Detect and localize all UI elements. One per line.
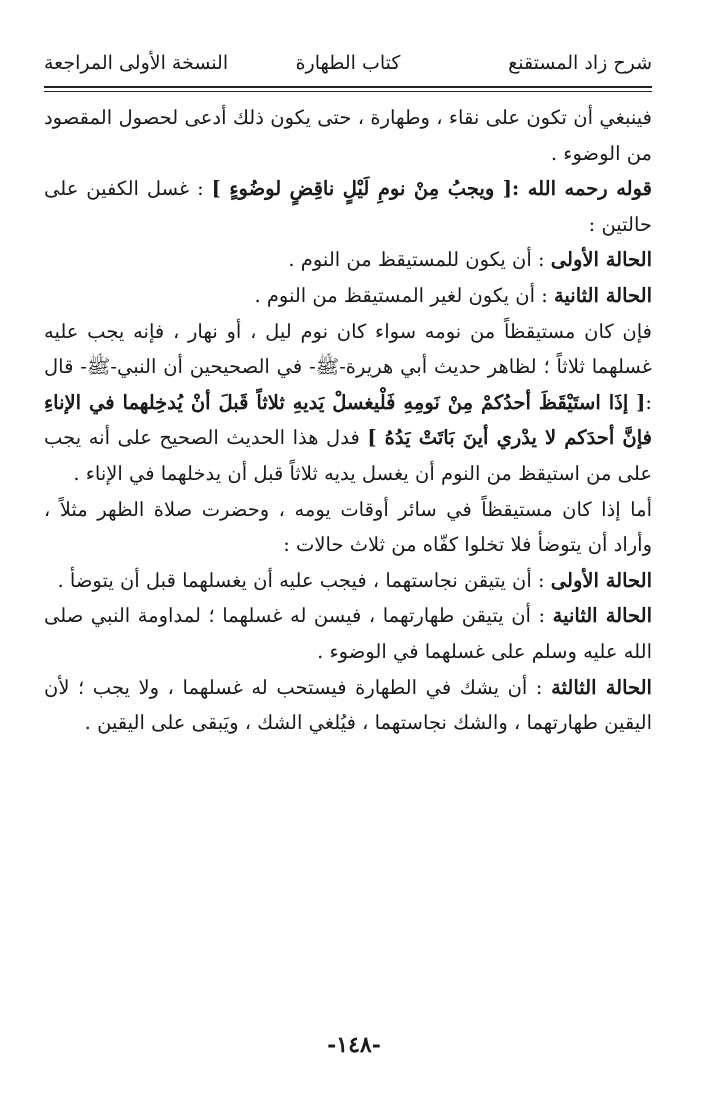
- paragraph-1: فينبغي أن تكون على نقاء ، وطهارة ، حتى يكون ذلك أدعى لحصول المقصود من الوضوء .: [44, 106, 652, 165]
- edition-label: النسخة الأولى المراجعة: [44, 52, 229, 74]
- quoted-matn: قوله رحمه الله :[ ويجبُ مِنْ نومِ لَيْلٍ ناقِضٍ لوضُوءٍ ]: [211, 177, 652, 201]
- chapter-title: كتاب الطهارة: [295, 52, 401, 74]
- hadith-quote: [ إذَا استَيْقَظَ أحدُكمْ مِنْ نَومِهِ فَلْيغسلْ يَديهِ ثلاثاً قَبلَ أنْ يُدخِلهما في الإناءِ فإنَّ أحدَكم لا يدْري أينَ بَاتَتْ يَدُهُ ]: [44, 390, 652, 450]
- paragraph-6: أما إذا كان مستيقظاً في سائر أوقات يومه ، وحضرت صلاة الظهر مثلاً ، وأراد أن يتوضأ فلا تخلوا كفّاه من ثلاث حالات :: [44, 497, 652, 557]
- header-rule-thin: [44, 91, 652, 92]
- paragraph-9: الحالة الثالثة : أن يشك في الطهارة فيستحب له غسلهما ، ولا يجب ؛ لأن اليقين طهارتهما ، والشك نجاستهما ، فيُلغي الشك ، ويَبقى على اليقين .: [44, 675, 652, 735]
- header-rule-thick: [44, 86, 652, 88]
- paragraph-8: الحالة الثانية : أن يتيقن طهارتهما ، فيسن له غسلهما ؛ لمداومة النبي صلى الله عليه وسلم على غسلهما في الوضوء .: [44, 604, 652, 663]
- paragraph-2: قوله رحمه الله :[ ويجبُ مِنْ نومِ لَيْلٍ ناقِضٍ لوضُوءٍ ] : غسل الكفين على حالتين :: [44, 177, 652, 236]
- paragraph-7: الحالة الأولى : أن يتيقن نجاستهما ، فيجب عليه أن يغسلهما قبل أن يتوضأ .: [57, 568, 652, 592]
- paragraph-5: فإن كان مستيقظاً من نومه سواء كان نوم ليل ، أو نهار ، فإنه يجب عليه غسلهما ثلاثاً ؛ لظاهر حديث أبي هريرة-ﷺ- في الصحيحين أن النبي-ﷺ- قال :[ إذَا استَيْقَظَ أحدُكمْ مِنْ نَومِهِ فَلْيغسلْ يَديهِ ثلاثاً قَبلَ أنْ يُدخِلهما في الإناءِ فإنَّ أحدَكم لا يدْري أينَ بَاتَتْ يَدُهُ ] فدل هذا الحديث الصحيح على أنه يجب على من استيقظ من النوم أن يغسل يديه ثلاثاً قبل أن يدخلهما في الإناء .: [44, 319, 652, 485]
- page-body: [44, 100, 652, 741]
- page-number: -١٤٨-: [327, 1032, 381, 1058]
- book-title: شرح زاد المستقنع: [508, 52, 652, 74]
- page-header: [44, 48, 652, 88]
- paragraph-3: الحالة الأولى : أن يكون للمستيقظ من النوم .: [288, 248, 652, 272]
- paragraph-4: الحالة الثانية : أن يكون لغير المستيقظ من النوم .: [254, 283, 652, 307]
